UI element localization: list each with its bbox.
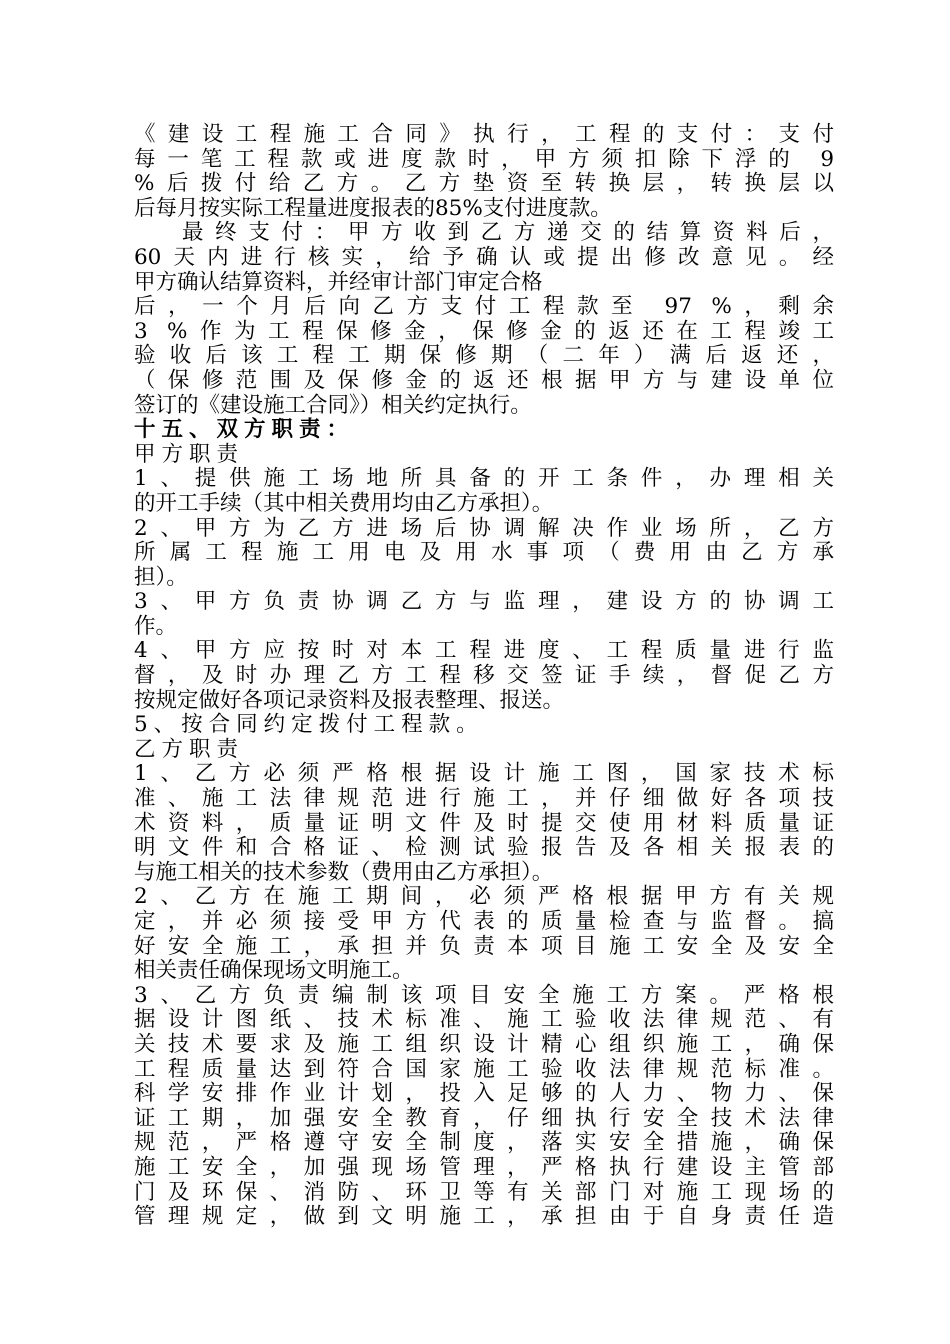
text-line: 甲方确认结算资料，并经审计部门审定合格 xyxy=(134,269,543,295)
text-line: 准、施工法律规范进行施工，并仔细做好各项技 xyxy=(134,786,834,812)
text-line: 规范，严格遵守安全制度，落实安全措施，确保 xyxy=(134,1130,834,1156)
text-line: 1、提供施工场地所具备的开工条件，办理相关 xyxy=(134,466,834,492)
text-line: 明文件和合格证、检测试验报告及各相关报表的 xyxy=(134,835,834,861)
text-line: 验收后该工程工期保修期（二年）满后返还， xyxy=(134,343,834,369)
text-line: 施工安全，加强现场管理，严格执行建设主管部 xyxy=(134,1154,834,1180)
text-line: 所属工程施工用电及用水事项（费用由乙方承 xyxy=(134,540,834,566)
text-line: 每一笔工程款或进度款时，甲方须扣除下浮的 9 xyxy=(134,146,834,172)
text-line: 后，一个月后向乙方支付工程款至 97 %，剩余 xyxy=(134,294,834,320)
text-line: %后拨付给乙方。乙方垫资至转换层，转换层以 xyxy=(134,171,834,197)
text-line: （保修范围及保修金的返还根据甲方与建设单位 xyxy=(134,367,834,393)
subsection-heading: 甲方职责 xyxy=(134,441,245,467)
text-line: 督，及时办理乙方工程移交签证手续，督促乙方 xyxy=(134,663,834,689)
text-line: 最终支付：甲方收到乙方递交的结算资料后， xyxy=(182,220,834,246)
text-line: 证工期，加强安全教育，仔细执行安全技术法律 xyxy=(134,1105,834,1131)
text-line: 的开工手续（其中相关费用均由乙方承担）。 xyxy=(134,490,554,516)
text-line: 60天内进行核实，给予确认或提出修改意见。经 xyxy=(134,244,834,270)
text-line: 1、乙方必须严格根据设计施工图，国家技术标 xyxy=(134,761,834,787)
text-line: 与施工相关的技术参数（费用由乙方承担）。 xyxy=(134,859,554,885)
text-line: 3、乙方负责编制该项目安全施工方案。严格根 xyxy=(134,982,834,1008)
text-line: 门及环保、消防、环卫等有关部门对施工现场的 xyxy=(134,1179,834,1205)
text-line: 《建设工程施工合同》执行，工程的支付：支付 xyxy=(134,122,834,147)
text-line: 管理规定，做到文明施工，承担由于自身责任造 xyxy=(134,1204,834,1230)
section-heading: 十五、双方职责： xyxy=(134,417,355,443)
text-line: 按规定做好各项记录资料及报表整理、报送。 xyxy=(134,687,565,713)
text-line: 签订的《建设施工合同》）相关约定执行。 xyxy=(134,392,532,418)
text-line: 作。 xyxy=(134,613,178,639)
document-body xyxy=(134,123,834,1230)
text-line: 后每月按实际工程量进度报表的85%支付进度款。 xyxy=(134,195,612,221)
text-line: 5、按合同约定拨付工程款。 xyxy=(134,712,484,738)
text-line: 定，并必须接受甲方代表的质量检查与监督。搞 xyxy=(134,909,834,934)
text-line: 3 %作为工程保修金，保修金的返还在工程竣工 xyxy=(134,318,834,344)
text-line: 4、甲方应按时对本工程进度、工程质量进行监 xyxy=(134,638,834,664)
text-line: 2、乙方在施工期间，必须严格根据甲方有关规 xyxy=(134,884,834,910)
text-line: 担）。 xyxy=(134,564,188,590)
text-line: 2、甲方为乙方进场后协调解决作业场所，乙方 xyxy=(134,515,834,541)
text-line: 据设计图纸、技术标准、施工验收法律规范、有 xyxy=(134,1007,834,1033)
text-line: 工程质量达到符合国家施工验收法律规范标准。 xyxy=(134,1056,834,1082)
subsection-heading: 乙方职责 xyxy=(134,736,245,762)
text-line: 好安全施工，承担并负责本项目施工安全及安全 xyxy=(134,933,834,959)
text-line: 科学安排作业计划，投入足够的人力、物力、保 xyxy=(134,1081,834,1107)
text-line: 术资料，质量证明文件及时提交使用材料质量证 xyxy=(134,810,834,836)
text-line: 3、甲方负责协调乙方与监理，建设方的协调工 xyxy=(134,589,834,615)
text-line: 关技术要求及施工组织设计精心组织施工，确保 xyxy=(134,1031,834,1057)
text-line: 相关责任确保现场文明施工。 xyxy=(134,958,414,984)
